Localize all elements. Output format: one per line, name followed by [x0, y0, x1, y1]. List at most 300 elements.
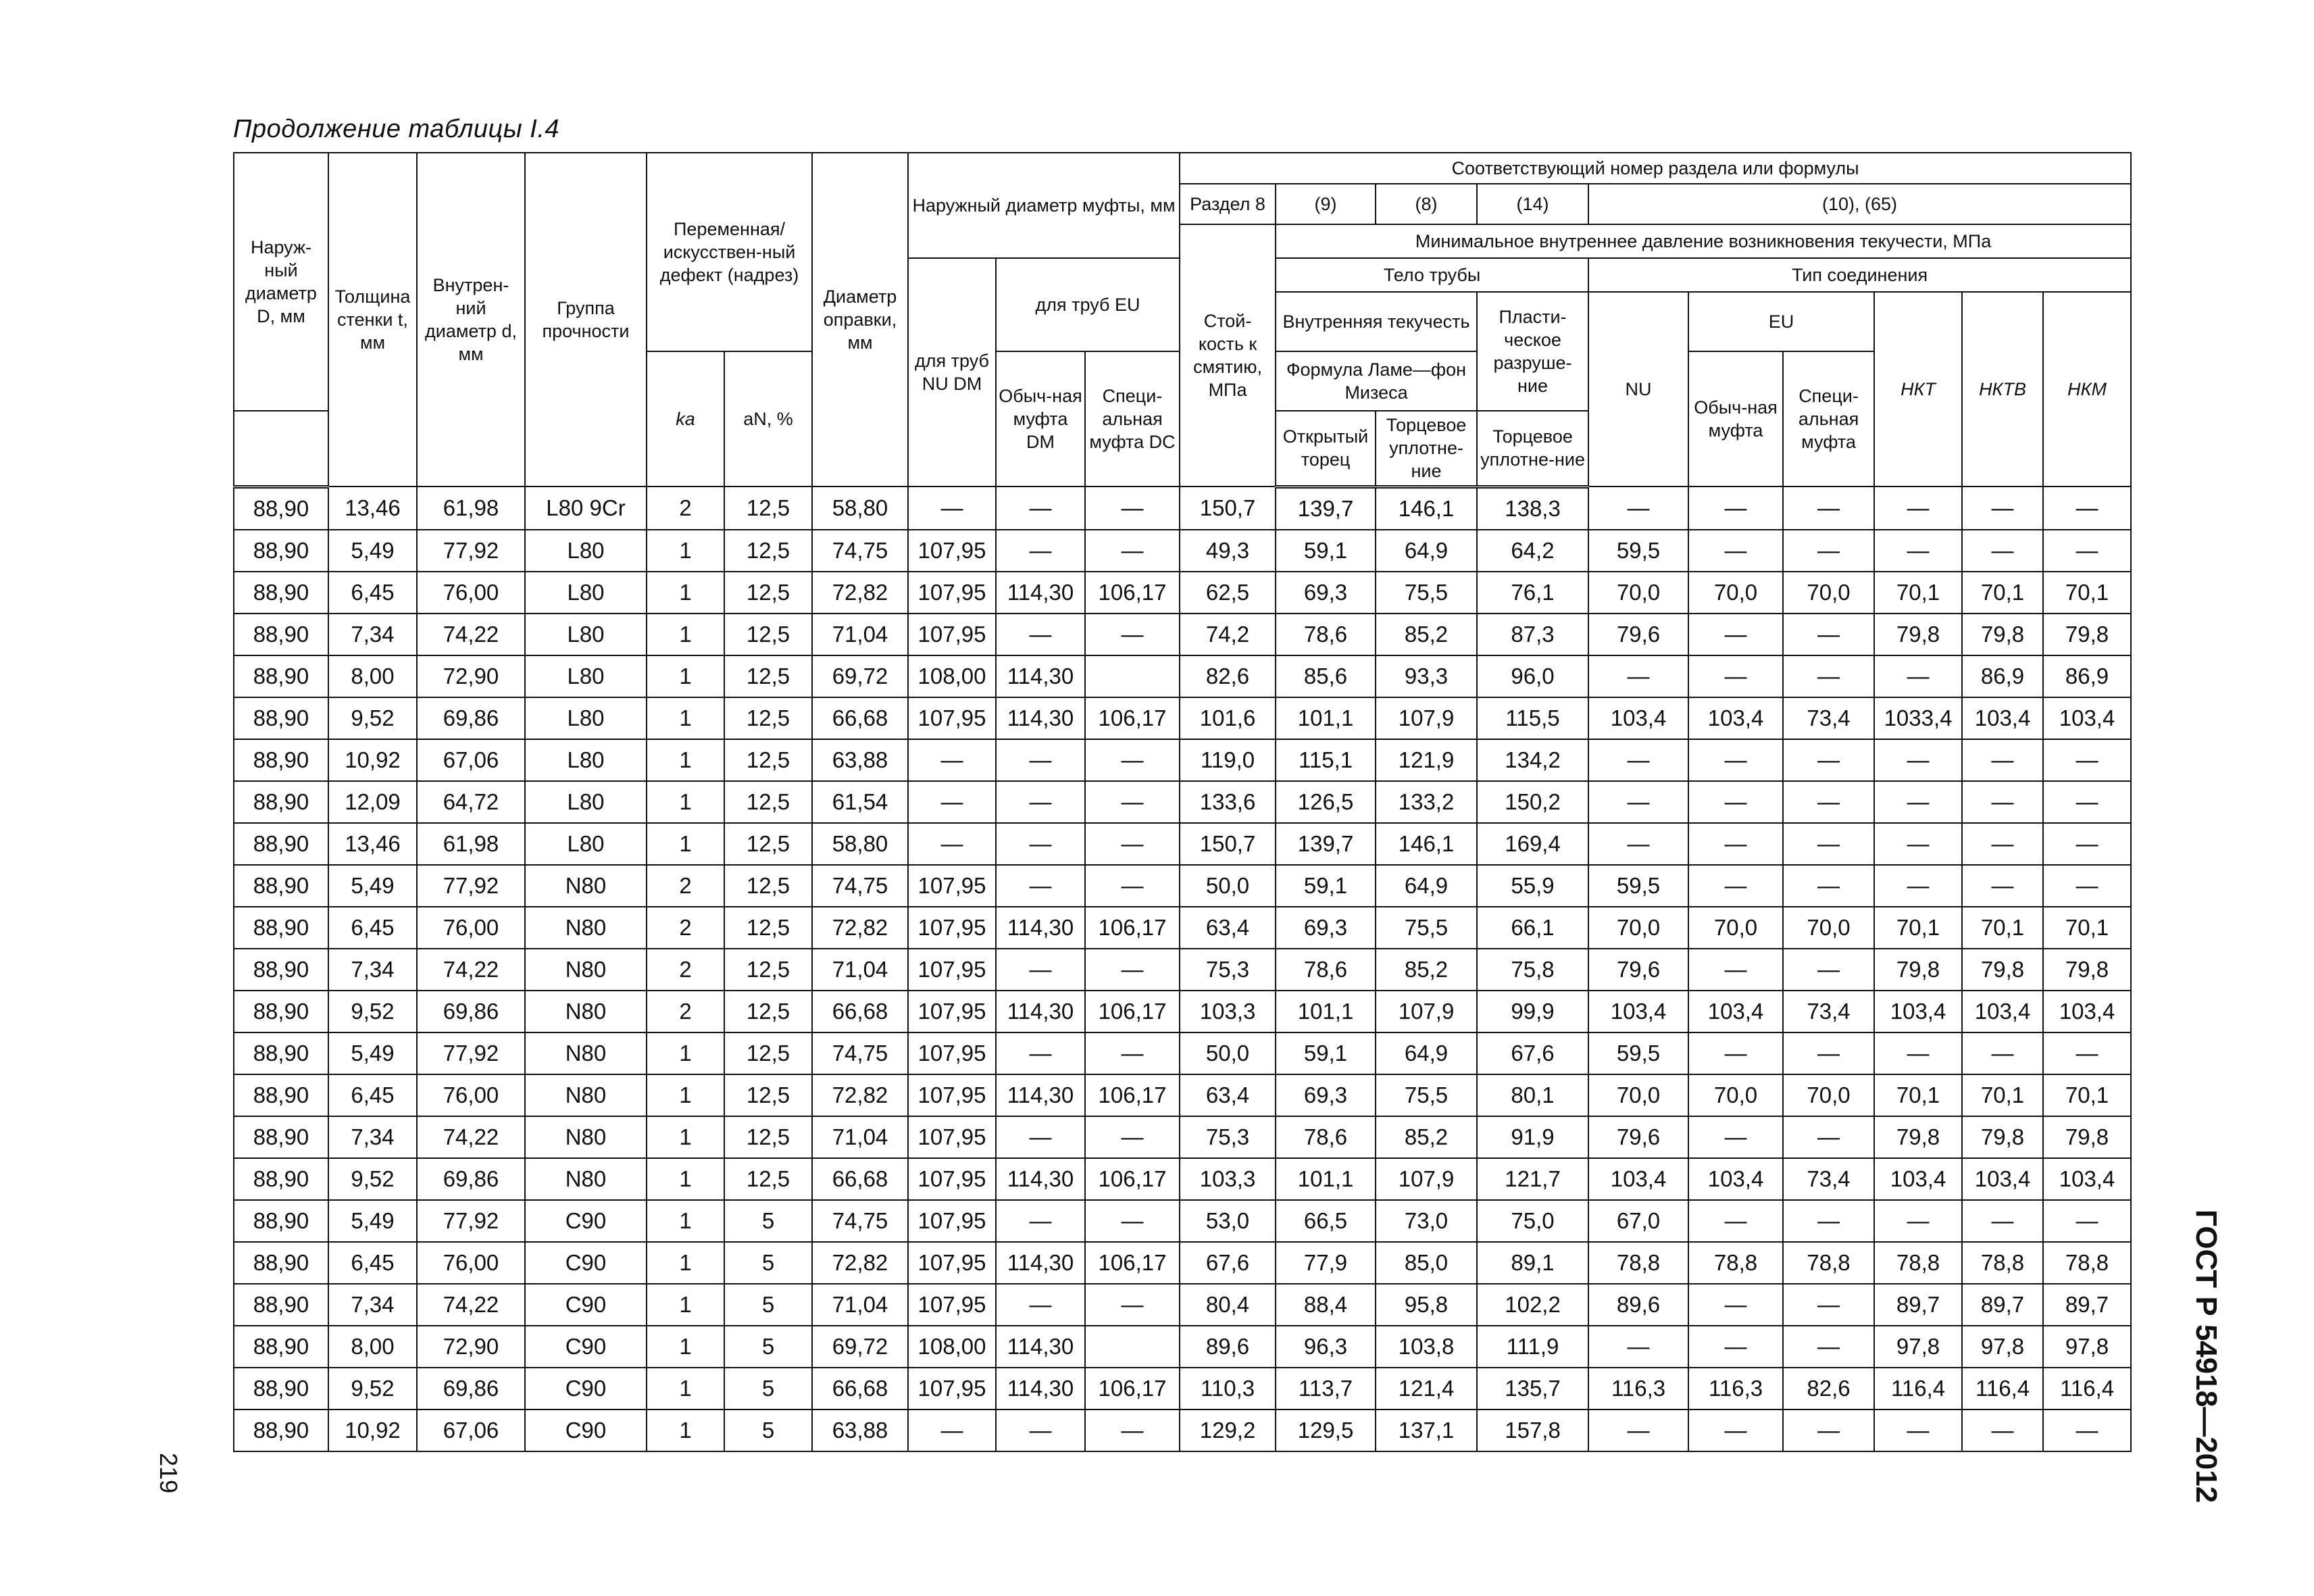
- table-cell: 12,5: [724, 781, 812, 823]
- table-cell: 126,5: [1276, 781, 1376, 823]
- table-cell: 134,2: [1477, 739, 1588, 781]
- table-cell: 88,90: [234, 1368, 328, 1410]
- table-cell: 12,5: [724, 865, 812, 907]
- table-cell: —: [996, 614, 1085, 655]
- table-cell: —: [1085, 739, 1180, 781]
- table-cell: —: [1085, 781, 1180, 823]
- table-cell: 82,6: [1783, 1368, 1874, 1410]
- table-row: [234, 1242, 2131, 1284]
- table-cell: 67,06: [417, 1410, 525, 1451]
- table-cell: 103,4: [2043, 1158, 2131, 1200]
- table-row: [234, 991, 2131, 1032]
- table-cell: 88,90: [234, 991, 328, 1032]
- table-cell: 71,04: [812, 1284, 908, 1326]
- table-cell: 88,90: [234, 781, 328, 823]
- table-cell: —: [1688, 1116, 1783, 1158]
- table-cell: 138,3: [1477, 487, 1588, 530]
- table-cell: 12,5: [724, 614, 812, 655]
- table-cell: 72,90: [417, 655, 525, 697]
- table-cell: —: [1783, 865, 1874, 907]
- table-cell: 10,92: [328, 1410, 417, 1451]
- table-cell: 139,7: [1276, 823, 1376, 865]
- header-pipe-body: Тело трубы: [1276, 258, 1588, 292]
- table-row: [234, 1200, 2131, 1242]
- table-cell: —: [1688, 781, 1783, 823]
- table-cell: 79,6: [1588, 614, 1688, 655]
- table-cell: 59,5: [1588, 865, 1688, 907]
- table-cell: 12,5: [724, 487, 812, 530]
- table-row: [234, 1410, 2131, 1451]
- table-cell: 107,95: [908, 1284, 996, 1326]
- table-cell: 116,3: [1688, 1368, 1783, 1410]
- table-cell: —: [1085, 949, 1180, 991]
- table-cell: N80: [525, 907, 647, 949]
- table-cell: 146,1: [1376, 823, 1477, 865]
- table-cell: —: [2043, 1410, 2131, 1451]
- table-cell: —: [1962, 530, 2043, 572]
- header-collapse-resistance: Стой-кость к смятию, МПа: [1180, 224, 1276, 487]
- table-cell: 97,8: [2043, 1326, 2131, 1368]
- table-cell: 2: [647, 991, 724, 1032]
- table-cell: 75,5: [1376, 1074, 1477, 1116]
- table-cell: 93,3: [1376, 655, 1477, 697]
- table-cell: 86,9: [2043, 655, 2131, 697]
- table-cell: 12,5: [724, 572, 812, 614]
- table-row: [234, 1368, 2131, 1410]
- table-cell: 78,8: [1688, 1242, 1783, 1284]
- table-cell: —: [1962, 1200, 2043, 1242]
- table-cell: 66,1: [1477, 907, 1588, 949]
- table-cell: 70,1: [1874, 1074, 1962, 1116]
- header-coupling-diameter: Наружный диаметр муфты, мм: [908, 153, 1180, 258]
- table-cell: 107,95: [908, 1074, 996, 1116]
- table-cell: —: [2043, 1200, 2131, 1242]
- table-cell: 107,95: [908, 1116, 996, 1158]
- header-eu-regular: Обыч-ная муфта: [1688, 351, 1783, 487]
- table-cell: 64,2: [1477, 530, 1588, 572]
- table-cell: 66,68: [812, 1368, 908, 1410]
- table-cell: 88,90: [234, 1284, 328, 1326]
- table-cell: 106,17: [1085, 907, 1180, 949]
- table-cell: —: [1085, 1410, 1180, 1451]
- table-cell: 1: [647, 1032, 724, 1074]
- table-cell: —: [996, 487, 1085, 530]
- table-cell: 103,4: [1874, 1158, 1962, 1200]
- table-cell: 108,00: [908, 1326, 996, 1368]
- header-defect: Переменная/ искусствен-ный дефект (надрез): [647, 153, 812, 351]
- header-special-coupling: Специ-альная муфта DС: [1085, 351, 1180, 487]
- table-cell: 71,04: [812, 949, 908, 991]
- table-cell: —: [1874, 530, 1962, 572]
- table-cell: 106,17: [1085, 1368, 1180, 1410]
- table-cell: 9,52: [328, 697, 417, 739]
- table-cell: 75,3: [1180, 949, 1276, 991]
- header-internal-yield: Внутренняя текучесть: [1276, 292, 1477, 351]
- table-cell: 79,8: [2043, 614, 2131, 655]
- table-cell: 106,17: [1085, 1074, 1180, 1116]
- table-cell: 75,5: [1376, 907, 1477, 949]
- table-cell: 114,30: [996, 1074, 1085, 1116]
- table-cell: 79,6: [1588, 949, 1688, 991]
- table-cell: 107,95: [908, 572, 996, 614]
- table-cell: —: [1085, 1284, 1180, 1326]
- table-cell: 119,0: [1180, 739, 1276, 781]
- table-cell: 78,6: [1276, 949, 1376, 991]
- table-cell: 70,1: [1962, 907, 2043, 949]
- table-cell: 108,00: [908, 655, 996, 697]
- table-cell: —: [1874, 865, 1962, 907]
- header-an: aN, %: [724, 351, 812, 487]
- table-cell: 1: [647, 781, 724, 823]
- table-cell: 9,52: [328, 1368, 417, 1410]
- table-cell: 12,5: [724, 739, 812, 781]
- table-cell: —: [2043, 1032, 2131, 1074]
- table-cell: 103,4: [1588, 1158, 1688, 1200]
- table-cell: —: [1874, 739, 1962, 781]
- table-cell: 75,3: [1180, 1116, 1276, 1158]
- table-cell: —: [908, 739, 996, 781]
- table-cell: 89,1: [1477, 1242, 1588, 1284]
- table-cell: —: [1783, 739, 1874, 781]
- table-cell: 12,5: [724, 1074, 812, 1116]
- table-cell: 69,86: [417, 1158, 525, 1200]
- table-cell: 150,7: [1180, 487, 1276, 530]
- table-cell: 74,75: [812, 1200, 908, 1242]
- table-cell: 5: [724, 1242, 812, 1284]
- table-cell: —: [996, 739, 1085, 781]
- table-cell: L80 9Cr: [525, 487, 647, 530]
- table-cell: 114,30: [996, 991, 1085, 1032]
- table-cell: —: [1688, 865, 1783, 907]
- header-connection-type: Тип соединения: [1588, 258, 2131, 292]
- table-cell: —: [1783, 655, 1874, 697]
- table-cell: 8,00: [328, 1326, 417, 1368]
- table-cell: —: [996, 949, 1085, 991]
- table-cell: 12,5: [724, 530, 812, 572]
- table-cell: 111,9: [1477, 1326, 1588, 1368]
- table-cell: 114,30: [996, 1326, 1085, 1368]
- table-cell: 107,95: [908, 991, 996, 1032]
- table-row: [234, 614, 2131, 655]
- table-cell: 89,7: [2043, 1284, 2131, 1326]
- table-cell: 79,8: [1962, 614, 2043, 655]
- table-cell: 75,0: [1477, 1200, 1588, 1242]
- table-cell: —: [1588, 823, 1688, 865]
- table-cell: —: [1783, 1410, 1874, 1451]
- table-cell: [1085, 1326, 1180, 1368]
- table-cell: N80: [525, 991, 647, 1032]
- table-row: [234, 487, 2131, 530]
- table-cell: 88,90: [234, 865, 328, 907]
- table-cell: 75,8: [1477, 949, 1588, 991]
- table-cell: —: [1874, 781, 1962, 823]
- header-nkm: НКМ: [2043, 292, 2131, 487]
- table-cell: 58,80: [812, 823, 908, 865]
- header-section8: Раздел 8: [1180, 184, 1276, 224]
- header-nktv: НКТВ: [1962, 292, 2043, 487]
- table-cell: 78,6: [1276, 614, 1376, 655]
- table-cell: —: [1783, 614, 1874, 655]
- table-cell: —: [2043, 487, 2131, 530]
- table-cell: 103,3: [1180, 1158, 1276, 1200]
- table-cell: 70,0: [1688, 1074, 1783, 1116]
- table-row: [234, 1284, 2131, 1326]
- table-cell: 64,9: [1376, 865, 1477, 907]
- table-cell: 72,82: [812, 572, 908, 614]
- table-cell: N80: [525, 949, 647, 991]
- header-f9: (9): [1276, 184, 1376, 224]
- table-cell: 6,45: [328, 572, 417, 614]
- table-cell: 53,0: [1180, 1200, 1276, 1242]
- table-cell: 59,5: [1588, 530, 1688, 572]
- table-cell: 103,4: [1688, 697, 1783, 739]
- table-cell: 88,90: [234, 697, 328, 739]
- table-row: [234, 1116, 2131, 1158]
- table-cell: 101,1: [1276, 991, 1376, 1032]
- table-cell: 115,1: [1276, 739, 1376, 781]
- table-cell: —: [1783, 1284, 1874, 1326]
- table-cell: 63,4: [1180, 907, 1276, 949]
- table-cell: 73,0: [1376, 1200, 1477, 1242]
- table-cell: 110,3: [1180, 1368, 1276, 1410]
- table-cell: 69,3: [1276, 907, 1376, 949]
- table-cell: 7,34: [328, 1284, 417, 1326]
- table-cell: 129,5: [1276, 1410, 1376, 1451]
- table-cell: 77,9: [1276, 1242, 1376, 1284]
- header-f10-65: (10), (65): [1588, 184, 2131, 224]
- table-row: [234, 530, 2131, 572]
- table-cell: 89,7: [1962, 1284, 2043, 1326]
- table-cell: 116,4: [2043, 1368, 2131, 1410]
- header-open-end: Открытый торец: [1276, 411, 1376, 487]
- table-cell: 103,4: [1688, 1158, 1783, 1200]
- table-cell: —: [1783, 1116, 1874, 1158]
- table-cell: —: [908, 823, 996, 865]
- table-cell: —: [1688, 1200, 1783, 1242]
- table-cell: 1: [647, 1284, 724, 1326]
- table-cell: N80: [525, 1074, 647, 1116]
- table-row: [234, 739, 2131, 781]
- table-cell: L80: [525, 697, 647, 739]
- table-row: [234, 1074, 2131, 1116]
- header-eu: EU: [1688, 292, 1874, 351]
- table-cell: —: [1588, 739, 1688, 781]
- header-inner-diameter: Внутрен-ний диаметр d, мм: [417, 153, 525, 487]
- table-cell: 12,5: [724, 1158, 812, 1200]
- header-eu-special: Специ-альная муфта: [1783, 351, 1874, 487]
- table-cell: 1: [647, 1074, 724, 1116]
- table-cell: 73,4: [1783, 991, 1874, 1032]
- table-cell: 79,8: [2043, 949, 2131, 991]
- table-row: [234, 1032, 2131, 1074]
- table-cell: 103,4: [2043, 697, 2131, 739]
- table-cell: 114,30: [996, 1242, 1085, 1284]
- table-cell: 7,34: [328, 614, 417, 655]
- table-cell: 63,4: [1180, 1074, 1276, 1116]
- table-cell: 70,1: [2043, 572, 2131, 614]
- table-cell: L80: [525, 739, 647, 781]
- header-lame-von-mises: Формула Ламе—фон Мизеса: [1276, 351, 1477, 411]
- table-cell: L80: [525, 781, 647, 823]
- header-end-seal-8: Торцевое уплотне-ние: [1376, 411, 1477, 487]
- table-cell: —: [1588, 655, 1688, 697]
- table-cell: —: [1688, 1326, 1783, 1368]
- table-cell: L80: [525, 614, 647, 655]
- table-cell: 76,00: [417, 907, 525, 949]
- table-cell: 74,22: [417, 614, 525, 655]
- table-cell: —: [996, 530, 1085, 572]
- table-cell: 70,1: [1962, 1074, 2043, 1116]
- table-cell: 103,4: [1588, 991, 1688, 1032]
- table-cell: 103,4: [2043, 991, 2131, 1032]
- table-cell: —: [1688, 1410, 1783, 1451]
- table-cell: 101,6: [1180, 697, 1276, 739]
- table-cell: 70,0: [1783, 572, 1874, 614]
- table-cell: 5: [724, 1200, 812, 1242]
- table-cell: 88,90: [234, 1242, 328, 1284]
- table-cell: —: [1688, 1284, 1783, 1326]
- table-cell: 7,34: [328, 1116, 417, 1158]
- table-cell: —: [1783, 949, 1874, 991]
- table-cell: 101,1: [1276, 697, 1376, 739]
- table-cell: 74,75: [812, 865, 908, 907]
- table-cell: 1: [647, 1242, 724, 1284]
- table-cell: 96,3: [1276, 1326, 1376, 1368]
- table-cell: 114,30: [996, 1158, 1085, 1200]
- table-cell: 1: [647, 1410, 724, 1451]
- table-cell: —: [1588, 1326, 1688, 1368]
- table-cell: 88,90: [234, 1158, 328, 1200]
- table-cell: 77,92: [417, 1200, 525, 1242]
- table-cell: 12,09: [328, 781, 417, 823]
- table-cell: 1033,4: [1874, 697, 1962, 739]
- table-cell: 5: [724, 1326, 812, 1368]
- table-cell: 78,8: [1962, 1242, 2043, 1284]
- table-row: [234, 823, 2131, 865]
- table-cell: 5: [724, 1410, 812, 1451]
- table-body: [234, 487, 2131, 1451]
- table-cell: 88,90: [234, 949, 328, 991]
- table-cell: 66,68: [812, 697, 908, 739]
- table-cell: 88,90: [234, 614, 328, 655]
- table-cell: 78,8: [2043, 1242, 2131, 1284]
- table-cell: —: [1783, 487, 1874, 530]
- table-cell: 78,8: [1874, 1242, 1962, 1284]
- table-cell: —: [996, 823, 1085, 865]
- table-cell: 115,5: [1477, 697, 1588, 739]
- table-cell: —: [908, 781, 996, 823]
- table-cell: —: [1085, 1032, 1180, 1074]
- table-cell: —: [1874, 1410, 1962, 1451]
- table-cell: 88,4: [1276, 1284, 1376, 1326]
- table-cell: 85,2: [1376, 1116, 1477, 1158]
- table-cell: 50,0: [1180, 865, 1276, 907]
- table-cell: 70,1: [2043, 907, 2131, 949]
- table-cell: —: [1688, 655, 1783, 697]
- table-cell: 157,8: [1477, 1410, 1588, 1451]
- table-cell: 76,00: [417, 1074, 525, 1116]
- table-cell: —: [2043, 865, 2131, 907]
- table-cell: —: [1085, 865, 1180, 907]
- table-cell: 58,80: [812, 487, 908, 530]
- table-cell: 99,9: [1477, 991, 1588, 1032]
- table-cell: 103,4: [1962, 991, 2043, 1032]
- table-cell: 107,95: [908, 697, 996, 739]
- table-cell: 107,95: [908, 530, 996, 572]
- table-cell: 79,8: [1874, 949, 1962, 991]
- table-cell: 1: [647, 1368, 724, 1410]
- table-cell: 82,6: [1180, 655, 1276, 697]
- table-cell: 79,8: [1962, 949, 2043, 991]
- header-f8: (8): [1376, 184, 1477, 224]
- table-cell: 70,1: [1874, 907, 1962, 949]
- table-cell: 72,82: [812, 1242, 908, 1284]
- table-cell: 5: [724, 1284, 812, 1326]
- table-cell: —: [1962, 1032, 2043, 1074]
- table-cell: —: [996, 865, 1085, 907]
- table-cell: 85,2: [1376, 614, 1477, 655]
- table-cell: 59,1: [1276, 530, 1376, 572]
- table-cell: 121,4: [1376, 1368, 1477, 1410]
- table-cell: —: [1962, 865, 2043, 907]
- page-number: 219: [155, 1453, 182, 1494]
- header-nu-pipes: для труб NU DМ: [908, 258, 996, 487]
- table-cell: —: [1688, 614, 1783, 655]
- table-cell: 13,46: [328, 487, 417, 530]
- table-cell: L80: [525, 655, 647, 697]
- table-cell: 107,95: [908, 1158, 996, 1200]
- table-cell: 69,86: [417, 697, 525, 739]
- header-regular-coupling: Обыч-ная муфта DМ: [996, 351, 1085, 487]
- table-cell: 139,7: [1276, 487, 1376, 530]
- table-cell: —: [1783, 1032, 1874, 1074]
- table-cell: 79,8: [1874, 614, 1962, 655]
- table-cell: 66,68: [812, 1158, 908, 1200]
- header-nu: NU: [1588, 292, 1688, 487]
- table-cell: 103,4: [1962, 1158, 2043, 1200]
- table-cell: [1085, 655, 1180, 697]
- table-cell: 5: [724, 1368, 812, 1410]
- table-cell: 79,8: [1962, 1116, 2043, 1158]
- table-cell: —: [2043, 781, 2131, 823]
- table-cell: 59,5: [1588, 1032, 1688, 1074]
- table-cell: —: [1874, 655, 1962, 697]
- table-cell: 69,72: [812, 655, 908, 697]
- table-cell: —: [1085, 614, 1180, 655]
- table-cell: 77,92: [417, 530, 525, 572]
- table-cell: 73,4: [1783, 1158, 1874, 1200]
- table-cell: N80: [525, 1116, 647, 1158]
- table-cell: 8,00: [328, 655, 417, 697]
- table-cell: 12,5: [724, 907, 812, 949]
- table-cell: —: [1588, 1410, 1688, 1451]
- table-cell: 5,49: [328, 1200, 417, 1242]
- table-cell: 74,22: [417, 1284, 525, 1326]
- table-cell: 6,45: [328, 1242, 417, 1284]
- table-cell: 129,2: [1180, 1410, 1276, 1451]
- table-cell: 114,30: [996, 697, 1085, 739]
- table-cell: 74,22: [417, 1116, 525, 1158]
- table-cell: 2: [647, 907, 724, 949]
- table-cell: 88,90: [234, 1200, 328, 1242]
- table-cell: 87,3: [1477, 614, 1588, 655]
- table-cell: 72,82: [812, 907, 908, 949]
- table-cell: 61,98: [417, 487, 525, 530]
- table-cell: 88,90: [234, 1116, 328, 1158]
- table-cell: 97,8: [1962, 1326, 2043, 1368]
- table-cell: 76,1: [1477, 572, 1588, 614]
- table-cell: —: [1688, 1032, 1783, 1074]
